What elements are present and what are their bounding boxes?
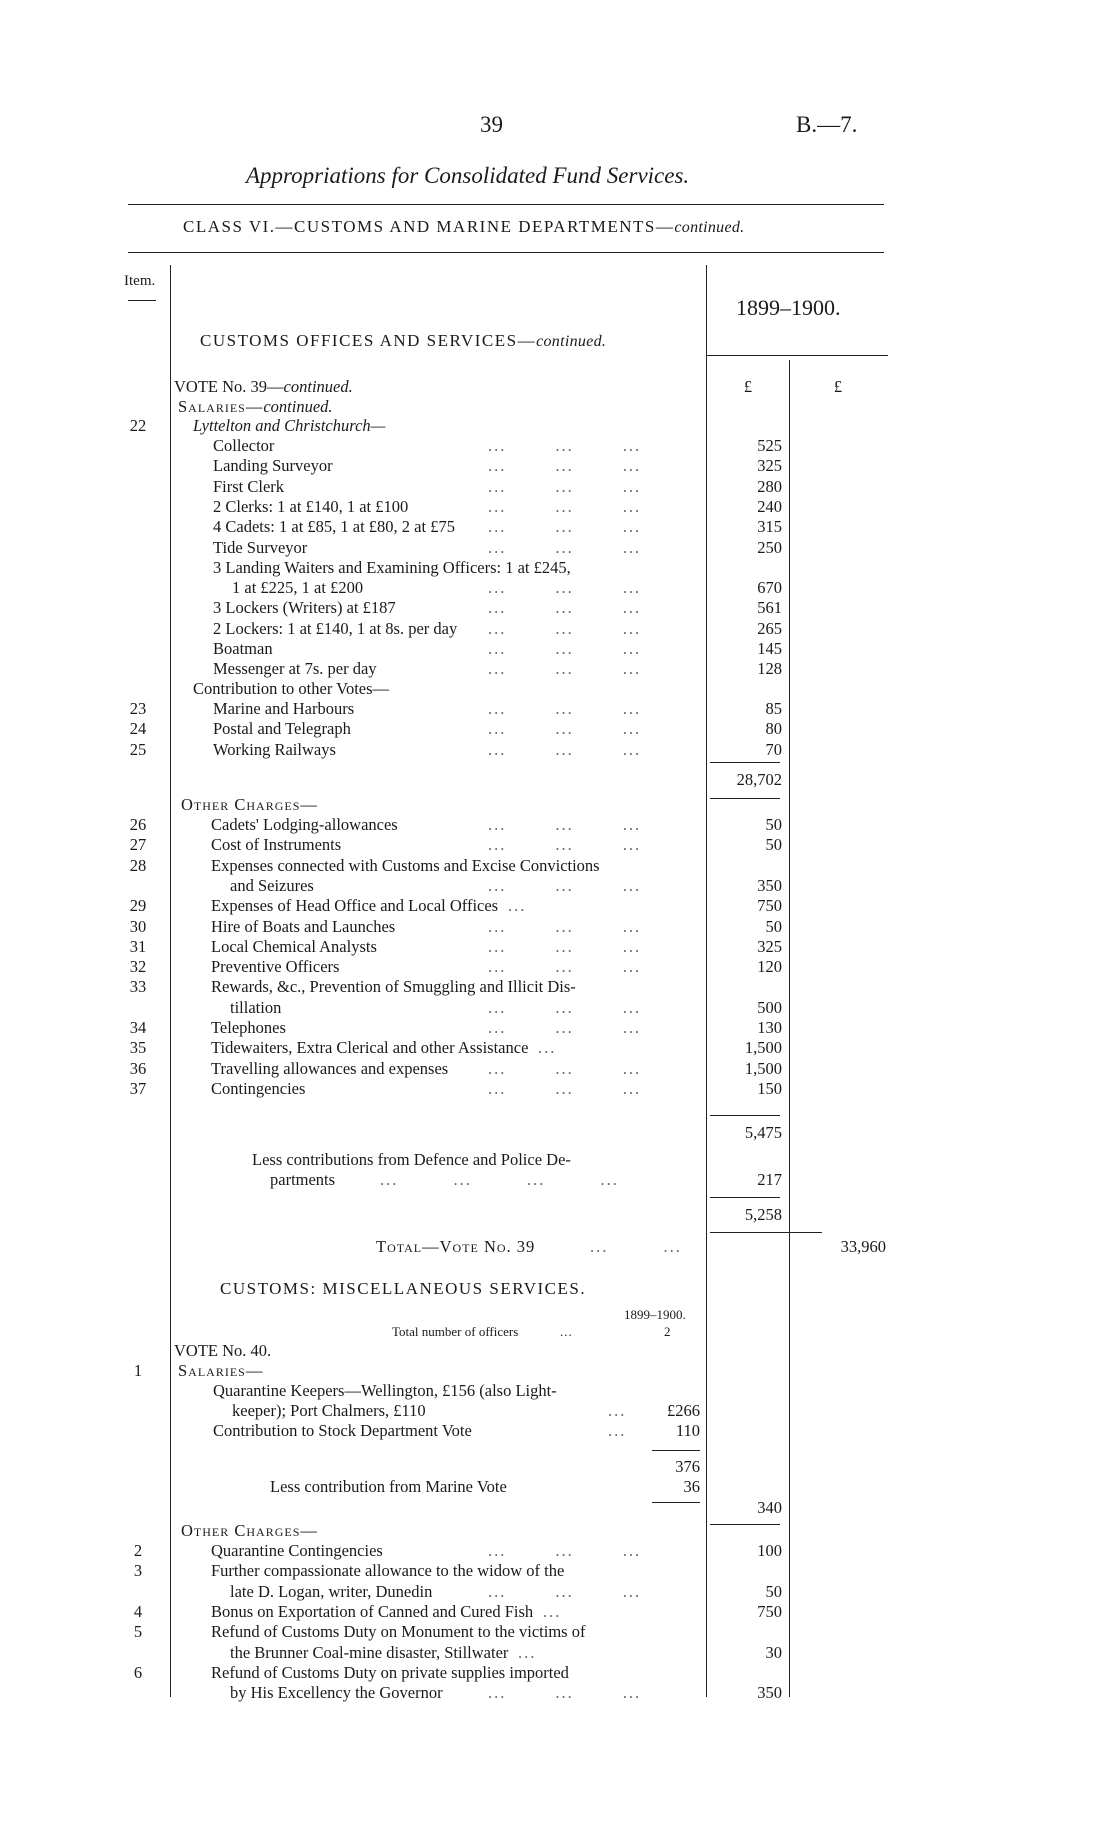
class-heading-continued: continued. <box>674 219 745 236</box>
line-item-row <box>0 1541 1114 1561</box>
line-item-text: Messenger at 7s. per day <box>213 659 377 679</box>
line-item-value: 128 <box>757 659 782 679</box>
year-column-header: 1899–1900. <box>736 295 841 320</box>
line-item-row <box>0 598 1114 618</box>
item-number: 36 <box>129 1058 147 1078</box>
line-item-value: 500 <box>757 997 782 1017</box>
line-item-text: Further compassionate allowance to the widow of the <box>211 1561 565 1581</box>
salaries-heading-vote39 <box>178 397 333 417</box>
item-number: 25 <box>129 739 147 759</box>
line-item-text: Local Chemical Analysts <box>211 936 377 956</box>
leader-dots: ... ... <box>590 1237 682 1256</box>
item-number: 37 <box>129 1078 147 1098</box>
leader-dots: ... ... ... <box>488 598 642 618</box>
line-item-row <box>0 957 1114 977</box>
line-item-text: Quarantine Contingencies <box>211 1541 383 1560</box>
leader-dots: ... <box>508 896 527 916</box>
item-number: 2 <box>133 1541 143 1560</box>
line-item-text: 2 Lockers: 1 at £140, 1 at 8s. per day <box>213 618 458 638</box>
line-item-row <box>0 977 1114 997</box>
leader-dots: ... <box>538 1038 557 1058</box>
page-number: 39 <box>480 112 503 137</box>
leader-dots: ... ... ... <box>488 719 642 739</box>
salaries-heading-vote39-continued: continued. <box>263 397 333 416</box>
line-item-text: 1 at £225, 1 at £200 <box>232 578 364 598</box>
salaries-total: 28,702 <box>736 770 782 789</box>
item-number: 32 <box>129 957 147 977</box>
line-item-value: 1,500 <box>744 1058 782 1078</box>
leader-dots: ... ... ... <box>488 456 642 476</box>
vote40-salaries-net: 340 <box>757 1498 782 1517</box>
line-item-value: 750 <box>757 1601 782 1621</box>
leader-dots: ... ... ... <box>488 537 642 557</box>
item-number: 29 <box>129 896 147 916</box>
line-item-row <box>0 740 1114 760</box>
line-item-value: 145 <box>757 639 782 658</box>
other-charges-total: 5,258 <box>744 1205 782 1224</box>
line-item-row <box>0 1622 1114 1642</box>
leader-dots: ... ... ... <box>488 936 642 956</box>
line-item-row <box>0 1018 1114 1038</box>
line-item-text: Cost of Instruments <box>211 835 342 855</box>
line-item-text: Bonus on Exportation of Canned and Cured Fish <box>211 1601 534 1621</box>
line-item-text: Hire of Boats and Launches <box>211 916 396 936</box>
quarantine-keepers-line1: Quarantine Keepers—Wellington, £156 (also Light- <box>213 1381 557 1400</box>
line-item-row <box>0 1561 1114 1581</box>
line-item-text: 3 Lockers (Writers) at £187 <box>213 598 396 618</box>
less-marine-value: 36 <box>683 1477 700 1496</box>
line-item-row <box>0 1602 1114 1622</box>
leader-dots: ... ... ... <box>488 916 642 936</box>
line-item-text: tillation <box>230 997 282 1017</box>
page-title: Appropriations for Consolidated Fund Services. <box>246 163 690 188</box>
line-item-row <box>0 856 1114 876</box>
line-item-value: 50 <box>765 835 782 855</box>
line-item-value: 80 <box>765 719 782 739</box>
line-item-row <box>0 517 1114 537</box>
salaries-heading-vote40: Salaries— <box>178 1361 264 1380</box>
line-item-row <box>0 619 1114 639</box>
leader-dots: ... ... ... <box>488 957 642 977</box>
item-number: 22 <box>129 416 147 435</box>
item-number: 34 <box>129 1018 147 1037</box>
item-column-header: Item. <box>124 273 156 289</box>
line-item-row <box>0 896 1114 916</box>
section-heading-vote39-main: CUSTOMS OFFICES AND SERVICES— <box>200 331 537 350</box>
item-number: 24 <box>129 719 147 739</box>
officers-year-header: 1899–1900. <box>624 1307 686 1322</box>
less-contributions-line2: partments <box>270 1170 336 1189</box>
leader-dots: ... ... ... <box>488 618 642 638</box>
leader-dots: ... ... ... <box>488 436 642 455</box>
line-item-value: 315 <box>757 517 782 537</box>
leader-dots: ... ... ... ... <box>380 1170 619 1189</box>
line-item-row <box>0 876 1114 896</box>
line-item-row <box>0 477 1114 497</box>
item-number: 23 <box>129 699 147 718</box>
line-item-text: Refund of Customs Duty on Monument to the victims of <box>211 1622 586 1642</box>
line-item-text: Boatman <box>213 639 273 658</box>
item-number: 5 <box>133 1622 143 1642</box>
line-item-value: 325 <box>757 936 782 956</box>
line-item-text: Preventive Officers <box>211 957 340 977</box>
location-heading: Lyttelton and Christchurch— <box>193 416 386 435</box>
line-item-value: 525 <box>757 436 782 455</box>
line-item-row <box>0 1643 1114 1663</box>
other-total-rule <box>710 1197 780 1198</box>
less-contributions-line1: Less contributions from Defence and Police De- <box>252 1150 571 1169</box>
less-contributions-value: 217 <box>757 1170 782 1189</box>
item-number: 28 <box>129 855 147 875</box>
leader-dots: ... ... ... <box>488 1058 642 1078</box>
item-number: 4 <box>133 1601 143 1621</box>
item-number: 35 <box>129 1038 147 1058</box>
line-item-row <box>0 699 1114 719</box>
line-item-row <box>0 1582 1114 1602</box>
item-header-rule <box>128 300 156 301</box>
leader-dots: ... ... ... <box>488 739 642 759</box>
line-item-row <box>0 538 1114 558</box>
other-charges-subtotal: 5,475 <box>744 1123 782 1142</box>
leader-dots: ... ... ... <box>488 476 642 496</box>
item-number: 33 <box>129 977 147 997</box>
line-item-text: Travelling allowances and expenses <box>211 1058 449 1078</box>
line-item-value: 130 <box>757 1018 782 1037</box>
line-item-text: Landing Surveyor <box>213 456 333 476</box>
leader-dots: ... ... ... <box>488 496 642 516</box>
line-item-value: 150 <box>757 1078 782 1098</box>
line-item-text: Tide Surveyor <box>213 537 308 557</box>
salaries-total-rule <box>710 762 780 763</box>
year-header-rule <box>706 355 888 356</box>
officers-count: 2 <box>664 1324 671 1339</box>
line-item-text: Contingencies <box>211 1078 306 1098</box>
leader-dots: ... ... ... <box>488 815 642 834</box>
vote40-sum-rule <box>652 1450 700 1451</box>
line-item-text: Working Railways <box>213 739 336 759</box>
line-item-row <box>0 578 1114 598</box>
line-item-text: Tidewaiters, Extra Clerical and other Assistance <box>211 1038 529 1058</box>
item-number: 30 <box>129 916 147 936</box>
line-item-value: 250 <box>757 537 782 557</box>
section-heading-vote39 <box>200 331 606 352</box>
line-item-value: 561 <box>757 598 782 618</box>
line-item-row <box>0 639 1114 659</box>
item-number: 3 <box>133 1561 143 1581</box>
line-item-value: 1,500 <box>744 1038 782 1058</box>
leader-dots: ... ... ... <box>488 1683 642 1703</box>
vote-39-heading-main: VOTE No. 39— <box>174 377 284 396</box>
leader-dots: ... ... ... <box>488 1541 642 1560</box>
less-marine-contribution: Less contribution from Marine Vote <box>270 1477 507 1496</box>
vote39-total-label: Total—Vote No. 39 <box>376 1237 536 1256</box>
line-item-row <box>0 659 1114 679</box>
section-heading-vote39-continued: continued. <box>536 333 607 350</box>
quarantine-keepers-line2: keeper); Port Chalmers, £110 <box>232 1401 426 1420</box>
item-number: 1 <box>133 1361 143 1380</box>
line-item-row <box>0 1683 1114 1703</box>
salaries-heading-vote39-main: Salaries— <box>178 397 264 416</box>
stock-department-value: 110 <box>675 1421 700 1440</box>
class-rule <box>128 252 884 253</box>
line-item-row <box>0 815 1114 835</box>
leader-dots: ... ... ... <box>488 1078 642 1098</box>
line-item-value: 50 <box>765 916 782 936</box>
line-item-text: by His Excellency the Governor <box>230 1683 443 1703</box>
line-item-text: Rewards, &c., Prevention of Smuggling and Illicit Dis- <box>211 977 576 997</box>
other-subtotal-rule <box>710 1115 780 1116</box>
line-item-text: Expenses connected with Customs and Excise Convictions <box>211 855 600 875</box>
pound-sign-col1: £ <box>743 377 753 396</box>
leader-dots: ... ... ... <box>488 1581 642 1601</box>
line-item-value: 265 <box>757 618 782 638</box>
line-item-text: the Brunner Coal-mine disaster, Stillwater <box>230 1642 509 1662</box>
line-item-value: 85 <box>765 699 782 718</box>
line-item-row <box>0 1663 1114 1683</box>
vote-40-heading: VOTE No. 40. <box>174 1341 272 1360</box>
line-item-text: 4 Cadets: 1 at £85, 1 at £80, 2 at £75 <box>213 517 455 537</box>
leader-dots: ... ... ... <box>488 659 642 679</box>
line-item-row <box>0 1038 1114 1058</box>
leader-dots: ... <box>608 1421 627 1440</box>
vote-39-heading <box>174 377 353 397</box>
line-item-row <box>0 835 1114 855</box>
leader-dots: ... <box>518 1642 537 1662</box>
class-heading <box>183 217 744 237</box>
line-item-text: 3 Landing Waiters and Examining Officers: 1 at £245, <box>213 557 571 577</box>
vote39-total-value: 33,960 <box>840 1237 886 1256</box>
other-charges-heading-vote40: Other Charges— <box>181 1521 318 1540</box>
line-item-text: Expenses of Head Office and Local Offices <box>211 896 499 916</box>
title-rule <box>128 204 884 205</box>
leader-dots: ... ... ... <box>488 639 642 658</box>
leader-dots: ... ... ... <box>488 997 642 1017</box>
leader-dots: ... <box>560 1324 573 1339</box>
item-number: 31 <box>129 936 147 956</box>
pound-sign-col2: £ <box>833 377 843 396</box>
line-item-value: 325 <box>757 456 782 476</box>
leader-dots: ... <box>608 1401 627 1420</box>
item-number: 27 <box>129 835 147 855</box>
document-code: B.—7. <box>796 112 858 137</box>
item-number: 26 <box>129 815 147 834</box>
line-item-row <box>0 436 1114 456</box>
leader-dots: ... ... ... <box>488 1018 642 1037</box>
line-item-text: Cadets' Lodging-allowances <box>211 815 398 834</box>
line-item-value: 50 <box>765 1581 782 1601</box>
vote39-total-rule <box>710 1232 822 1233</box>
class-heading-main: CLASS VI.—CUSTOMS AND MARINE DEPARTMENTS— <box>183 217 675 236</box>
line-item-row <box>0 937 1114 957</box>
leader-dots: ... ... ... <box>488 699 642 718</box>
contribution-heading: Contribution to other Votes— <box>193 679 390 698</box>
line-item-text: Refund of Customs Duty on private supplies imported <box>211 1662 569 1682</box>
line-item-row <box>0 456 1114 476</box>
line-item-value: 120 <box>757 957 782 977</box>
line-item-row <box>0 1059 1114 1079</box>
officers-label: Total number of officers <box>392 1324 519 1339</box>
line-item-value: 350 <box>757 875 782 895</box>
line-item-text: late D. Logan, writer, Dunedin <box>230 1581 433 1601</box>
other-charges-heading-vote39: Other Charges— <box>181 795 318 814</box>
section-heading-vote40: CUSTOMS: MISCELLANEOUS SERVICES. <box>220 1279 587 1298</box>
line-item-value: 30 <box>765 1642 782 1662</box>
stock-department-contribution: Contribution to Stock Department Vote <box>213 1421 472 1440</box>
line-item-value: 670 <box>757 578 782 598</box>
leader-dots: ... ... ... <box>488 578 642 598</box>
line-item-row <box>0 558 1114 578</box>
quarantine-keepers-value: £266 <box>667 1401 700 1420</box>
line-item-text: Marine and Harbours <box>213 699 355 718</box>
line-item-row <box>0 917 1114 937</box>
line-item-value: 350 <box>757 1683 782 1703</box>
line-item-text: First Clerk <box>213 476 285 496</box>
line-item-value: 100 <box>757 1541 782 1560</box>
line-item-value: 280 <box>757 476 782 496</box>
leader-dots: ... ... ... <box>488 517 642 537</box>
line-item-value: 50 <box>765 815 782 834</box>
line-item-text: Telephones <box>211 1018 286 1037</box>
line-item-text: 2 Clerks: 1 at £140, 1 at £100 <box>213 496 409 516</box>
line-item-row <box>0 998 1114 1018</box>
line-item-row <box>0 497 1114 517</box>
item-number: 6 <box>133 1662 143 1682</box>
leader-dots: ... ... ... <box>488 835 642 855</box>
vote-39-heading-continued: continued. <box>283 377 353 396</box>
vote40-salaries-sum: 376 <box>675 1457 700 1476</box>
line-item-row <box>0 719 1114 739</box>
line-item-value: 240 <box>757 496 782 516</box>
line-item-row <box>0 1079 1114 1099</box>
leader-dots: ... <box>543 1601 562 1621</box>
line-item-text: Postal and Telegraph <box>213 719 351 739</box>
line-item-value: 70 <box>765 739 782 759</box>
line-item-text: and Seizures <box>230 875 314 895</box>
line-item-text: Collector <box>213 436 275 455</box>
leader-dots: ... ... ... <box>488 875 642 895</box>
line-item-value: 750 <box>757 896 782 916</box>
